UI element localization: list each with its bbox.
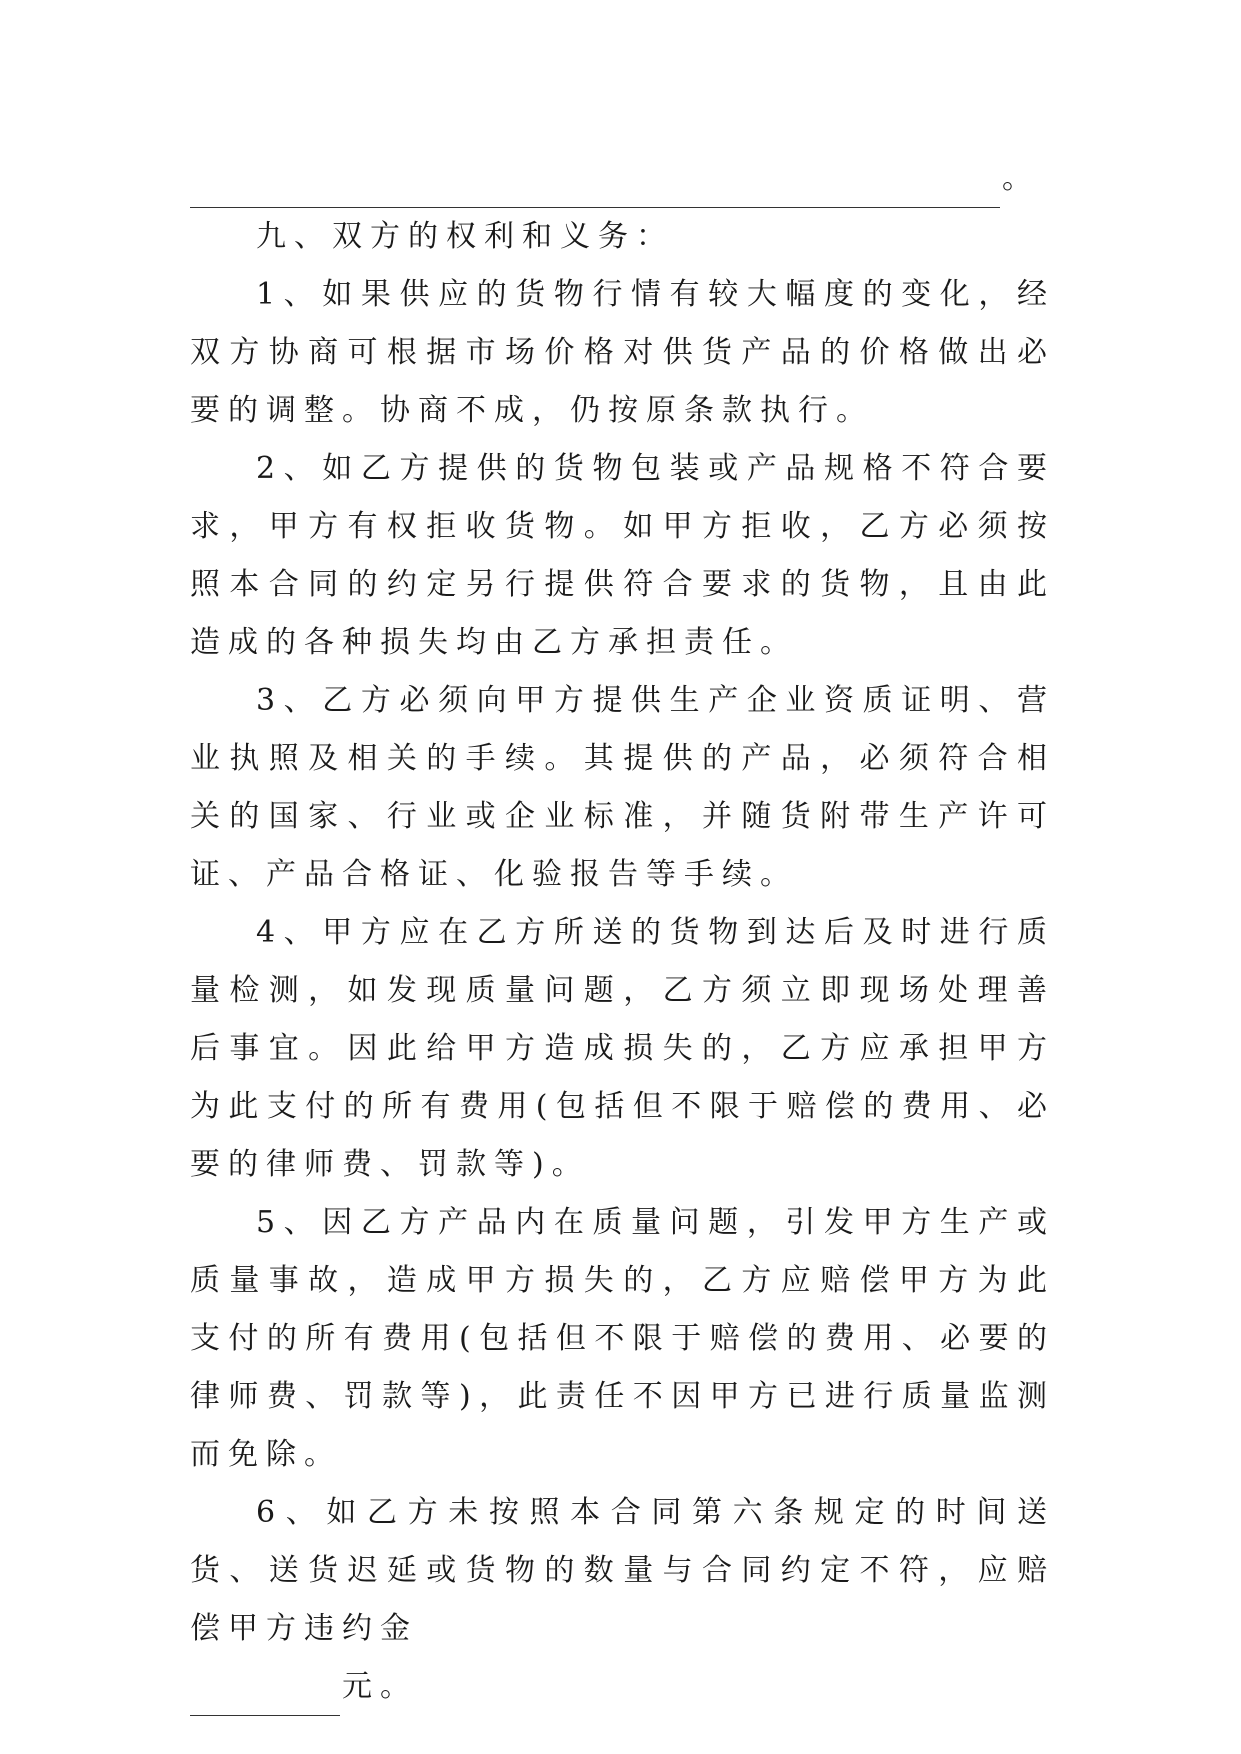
clause-5: 5、因乙方产品内在质量问题，引发甲方生产或质量事故，造成甲方损失的，乙方应赔偿甲方为此支付的所有费用(包括但不限于赔偿的费用、必要的律师费、罚款等)，此责任不因甲方已进行质量监测而免除。 [190,1205,1055,1472]
amount-underline [190,1677,340,1716]
clause-2: 2、如乙方提供的货物包装或产品规格不符合要求，甲方有权拒收货物。如甲方拒收，乙方必须按照本合同的约定另行提供符合要求的货物，且由此造成的各种损失均由乙方承担责任。 [190,451,1055,660]
clause-4: 4、甲方应在乙方所送的货物到达后及时进行质量检测，如发现质量问题，乙方须立即现场处理善后事宜。因此给甲方造成损失的，乙方应承担甲方为此支付的所有费用(包括但不限于赔偿的费用、必要的律师费、罚款等)。 [190,915,1055,1182]
document-page [190,150,1055,1716]
clause-1: 1、如果供应的货物行情有较大幅度的变化，经双方协商可根据市场价格对供货产品的价格做出必要的调整。协商不成，仍按原条款执行。 [190,277,1055,428]
blank-line-period: 。 [1002,161,1040,196]
amount-unit: 元。 [342,1669,418,1704]
section-heading: 九、双方的权利和义务： [256,219,674,254]
blank-underline [190,169,1000,208]
fill-in-blank-line [190,150,1055,208]
clause-3: 3、乙方必须向甲方提供生产企业资质证明、营业执照及相关的手续。其提供的产品，必须符合相关的国家、行业或企业标准，并随货附带生产许可证、产品合格证、化验报告等手续。 [190,683,1055,892]
clause-6: 6、如乙方未按照本合同第六条规定的时间送货、送货迟延或货物的数量与合同约定不符，应赔偿甲方违约金 [190,1495,1055,1646]
penalty-amount-blank [190,1658,1055,1716]
